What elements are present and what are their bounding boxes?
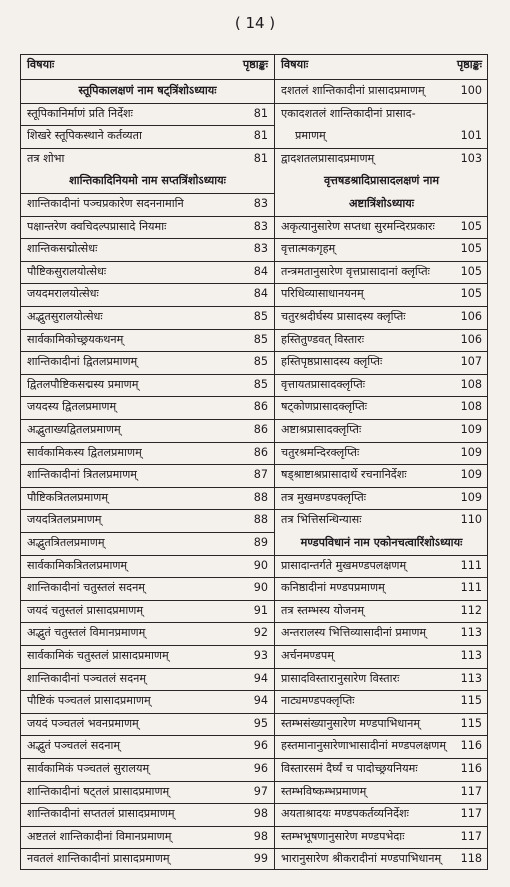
entry-title: तत्र मुखमण्डपक्लृप्तिः: [281, 490, 366, 504]
entry-title: जयदं चतुस्तलं प्रासादप्रमाणम्: [27, 603, 144, 617]
entry-page-number: 117: [460, 829, 482, 843]
entry-page-number: 115: [460, 716, 482, 730]
entry-page-number: 109: [460, 468, 482, 482]
entry-title: चतुरश्रदीर्घस्य प्रासादस्य क्लृप्तिः: [281, 310, 406, 323]
entry-page-number: 94: [253, 671, 268, 685]
entry-title: कनिष्ठादीनां मण्डपप्रमाणम्: [281, 581, 385, 595]
entry-title: षट्कोणप्रासादक्लृप्तिः: [281, 400, 368, 414]
entry-title: अद्भुतत्रितलप्रमाणम्: [27, 536, 105, 549]
row-rule: [21, 283, 274, 284]
entry-page-number: 113: [460, 671, 482, 685]
entry-page-number: 117: [460, 807, 482, 821]
entry-title: जयदस्य द्वितलप्रमाणम्: [27, 400, 117, 414]
row-rule: [21, 306, 274, 307]
entry-title: हस्तितुण्डवत् विस्तारः: [281, 332, 364, 346]
entry-page-number: 84: [253, 287, 268, 301]
toc-table: [20, 54, 488, 870]
entry-page-number: 83: [253, 219, 268, 233]
entry-page-number: 89: [253, 536, 268, 549]
row-rule: [275, 351, 488, 352]
row-rule: [21, 668, 274, 669]
row-rule: [275, 148, 488, 149]
section-rule: [21, 193, 274, 194]
entry-title: चतुरश्रमन्दिरक्लृप्तिः: [281, 445, 360, 459]
entry-page-number: 106: [460, 310, 482, 323]
entry-title: दशतलं शान्तिकादीनां प्रासादप्रमाणम्: [281, 84, 425, 97]
entry-page-number: 100: [460, 84, 482, 97]
entry-title: सार्वकामिकं चतुस्तलं प्रासादप्रमाणम्: [27, 649, 169, 662]
entry-page-number: 113: [460, 649, 482, 662]
entry-title: जयदत्रितलप्रमाणम्: [27, 513, 102, 527]
entry-page-number: 85: [253, 377, 268, 391]
row-rule: [275, 690, 488, 691]
entry-title: द्वादशतलप्रासादप्रमाणम्: [281, 151, 375, 165]
entry-title: तत्र भित्तिसन्धिन्यासः: [281, 513, 362, 527]
row-rule: [21, 532, 274, 533]
entry-title: प्रासादान्तर्गते मुखमण्डपलक्षणम्: [281, 558, 407, 572]
entry-page-number: 105: [460, 264, 482, 278]
header-subject-label: विषयाः: [27, 58, 55, 71]
chapter-heading-text: शान्तिकादिनियमो नाम सप्तत्रिंशोऽध्यायः: [69, 174, 226, 188]
entry-title: जयदमरालयोत्सेधः: [27, 287, 99, 301]
entry-page-number: 93: [253, 649, 268, 662]
entry-title: तत्र स्तम्भस्य योजनम्: [281, 603, 365, 617]
row-rule: [275, 509, 488, 510]
entry-page-number: 103: [460, 151, 482, 165]
entry-page-number: 85: [253, 355, 268, 369]
entry-page-number: 86: [253, 400, 268, 414]
entry-page-number: 105: [460, 287, 482, 301]
entry-page-number: 117: [460, 784, 482, 798]
header-subject-label: विषयाः: [281, 58, 309, 71]
entry-page-number: 108: [460, 400, 482, 414]
row-rule: [21, 803, 274, 804]
entry-title: हस्तमानानुसारेणाभासादीनां मण्डपलक्षणम्: [281, 739, 447, 753]
entry-title: शान्तिकादीनां पञ्चप्रकारेण सदननामानि: [27, 197, 184, 210]
entry-title: अद्भुतं पञ्चतलं सदनाम्: [27, 739, 121, 753]
entry-title: षड्श्राष्टाश्रप्रासादार्थे रचनानिर्देशः: [281, 468, 407, 482]
entry-title: शान्तिकसद्मोत्सेधः: [27, 242, 98, 256]
row-rule: [275, 735, 488, 736]
section-rule: [21, 103, 274, 104]
header-rule: [21, 79, 274, 80]
entry-page-number: 94: [253, 694, 268, 708]
entry-title: शान्तिकादीनां द्वितलप्रमाणम्: [27, 355, 138, 369]
row-rule: [275, 758, 488, 759]
entry-page-number: 111: [460, 581, 482, 595]
toc-left-column: [21, 55, 274, 869]
entry-title: शान्तिकादीनां चतुस्तलं सदनम्: [27, 581, 145, 595]
entry-title: पक्षान्तरेण क्वचिदल्पप्रासादे नियमाः: [27, 219, 167, 233]
row-rule: [21, 758, 274, 759]
entry-title: प्रासादविस्तारानुसारेण विस्तारः: [281, 671, 400, 685]
entry-title: अद्भुतं चतुस्तलं विमानप्रमाणम्: [27, 626, 146, 640]
entry-title: नाट्यमण्डपक्लृप्तिः: [281, 694, 355, 708]
row-rule: [275, 487, 488, 488]
entry-title: सार्वकामिकत्रितलप्रमाणम्: [27, 558, 128, 572]
row-rule: [21, 464, 274, 465]
entry-page-number: 85: [253, 332, 268, 346]
entry-page-number: 109: [460, 445, 482, 459]
entry-page-number: 99: [253, 852, 268, 866]
row-rule: [275, 329, 488, 330]
entry-title: तत्र शोभा: [27, 151, 65, 165]
entry-page-number: 87: [253, 468, 268, 482]
entry-title: अयताश्रादयः मण्डपकर्तव्यनिर्देशः: [281, 807, 409, 821]
entry-page-number: 88: [253, 513, 268, 527]
entry-title: सार्वकामिकस्य द्वितलप्रमाणम्: [27, 445, 142, 459]
entry-page-number: 81: [253, 106, 268, 120]
entry-title: स्तम्भविष्कम्भप्रमाणम्: [281, 784, 367, 798]
row-rule: [275, 668, 488, 669]
entry-page-number: 92: [253, 626, 268, 640]
entry-title: अद्भुतसुरालयोत्सेधः: [27, 310, 103, 323]
entry-page-number: 83: [253, 242, 268, 256]
row-rule: [275, 464, 488, 465]
row-rule: [275, 781, 488, 782]
row-rule: [21, 216, 274, 217]
entry-page-number: 83: [253, 197, 268, 210]
entry-page-number: 90: [253, 581, 268, 595]
entry-title: अष्टाश्रप्रासादक्लृप्तिः: [281, 423, 362, 436]
chapter-heading-text: अष्टात्रिंशोऽध्यायः: [348, 197, 415, 210]
row-rule: [21, 238, 274, 239]
row-rule: [275, 374, 488, 375]
row-rule: [275, 848, 488, 849]
entry-page-number: 113: [460, 626, 482, 640]
entry-title: द्वितलपौष्टिकसद्मस्य प्रमाणम्: [27, 377, 139, 391]
entry-title: तन्त्रमतानुसारेण वृत्तप्रासादानां क्लृप्तिः: [281, 264, 430, 278]
entry-title: प्रमाणम्: [295, 129, 326, 143]
row-rule: [21, 577, 274, 578]
entry-page-number: 96: [253, 739, 268, 753]
chapter-heading: [275, 537, 488, 549]
entry-title: शिखरे स्तूपिकस्थाने कर्तव्यता: [27, 129, 142, 143]
entry-page-number: 84: [253, 264, 268, 278]
chapter-heading-text: मण्डपविधानं नाम एकोनचत्वारिंशोऽध्यायः: [300, 536, 463, 549]
entry-page-number: 96: [253, 762, 268, 775]
entry-page-number: 85: [253, 310, 268, 323]
row-rule: [275, 577, 488, 578]
entry-title: अद्भुताख्यद्वितलप्रमाणम्: [27, 423, 121, 436]
header-page-label: पृष्ठाङ्कः: [242, 58, 268, 71]
entry-page-number: 88: [253, 490, 268, 504]
entry-page-number: 98: [253, 807, 268, 821]
row-rule: [21, 419, 274, 420]
entry-title: जयदं पञ्चतलं भवनप्रमाणम्: [27, 716, 139, 730]
entry-page-number: 86: [253, 445, 268, 459]
chapter-heading: [275, 175, 488, 187]
entry-page-number: 105: [460, 219, 482, 233]
row-rule: [21, 374, 274, 375]
entry-page-number: 106: [460, 332, 482, 346]
row-rule: [275, 803, 488, 804]
entry-page-number: 86: [253, 423, 268, 436]
entry-title: स्तम्भभूषणानुसारेण मण्डपभेदाः: [281, 829, 405, 843]
chapter-heading-text: स्तूपिकालक्षणं नाम षट्त्रिंशोऽध्यायः: [78, 84, 217, 97]
entry-title: भारानुसारेण श्रीकरादीनां मण्डपाभिधानम्: [281, 852, 442, 866]
row-rule: [275, 600, 488, 601]
row-rule: [21, 487, 274, 488]
row-rule: [21, 713, 274, 714]
page-number: ( 14 ): [234, 14, 276, 32]
entry-page-number: 109: [460, 490, 482, 504]
entry-title: पौष्टिकं पञ्चतलं प्रासादप्रमाणम्: [27, 694, 151, 708]
entry-page-number: 112: [460, 603, 482, 617]
row-rule: [275, 645, 488, 646]
entry-title: सार्वकामिकं पञ्चतलं सुरालयम्: [27, 762, 150, 775]
entry-page-number: 90: [253, 558, 268, 572]
chapter-heading-text: वृत्तषडश्रादिप्रासादलक्षणं नाम: [323, 174, 440, 188]
entry-title: नवतलं शान्तिकादीनां प्रासादप्रमाणम्: [27, 852, 170, 866]
entry-title: अष्टतलं शान्तिकादीनां विमानप्रमाणम्: [27, 829, 172, 843]
row-rule: [21, 442, 274, 443]
chapter-heading: [21, 85, 274, 97]
entry-title: अन्तरालस्य भित्तिव्यासादीनां प्रमाणम्: [281, 626, 427, 640]
header-rule: [275, 79, 488, 80]
toc-right-column: [275, 55, 488, 869]
row-rule: [21, 261, 274, 262]
row-rule: [21, 622, 274, 623]
entry-title: स्तूपिकानिर्माणं प्रति निर्देशः: [27, 106, 133, 120]
row-rule: [21, 351, 274, 352]
entry-title: वृत्तायतप्रासादक्लृप्तिः: [281, 377, 366, 391]
row-rule: [275, 713, 488, 714]
row-rule: [275, 103, 488, 104]
row-rule: [21, 690, 274, 691]
chapter-heading: [275, 198, 488, 210]
entry-title: हस्तिपृष्ठप्रासादस्य क्लृप्तिः: [281, 355, 383, 369]
entry-title: विस्तारसमं दैर्घ्यं च पादोच्छ्रयनियमः: [281, 762, 418, 775]
row-rule: [21, 735, 274, 736]
entry-page-number: 110: [460, 513, 482, 527]
entry-page-number: 105: [460, 242, 482, 256]
entry-title: अकृत्यानुसारेण सप्तधा सुरमन्दिरप्रकारः: [281, 219, 435, 233]
chapter-heading: [21, 175, 274, 187]
row-rule: [21, 781, 274, 782]
entry-title: शान्तिकादीनां सप्ततलं प्रासादप्रमाणम्: [27, 807, 175, 821]
row-rule: [21, 600, 274, 601]
section-rule: [275, 216, 488, 217]
entry-page-number: 95: [253, 716, 268, 730]
entry-page-number: 116: [460, 739, 482, 753]
entry-title: पौष्टिकसुरालयोत्सेधः: [27, 264, 107, 278]
entry-title: एकादशतलं शान्तिकादीनां प्रासाद-: [281, 106, 416, 120]
entry-page-number: 97: [253, 784, 268, 798]
row-rule: [275, 442, 488, 443]
entry-title: अर्चनमण्डपम्: [281, 649, 334, 662]
entry-title: पौष्टिकत्रितलप्रमाणम्: [27, 490, 109, 504]
entry-page-number: 109: [460, 423, 482, 436]
section-rule: [275, 555, 488, 556]
entry-title: स्तम्भसंख्यानुसारेण मण्डपाभिधानम्: [281, 716, 421, 730]
entry-page-number: 98: [253, 829, 268, 843]
row-rule: [21, 509, 274, 510]
row-rule: [275, 283, 488, 284]
entry-title: शान्तिकादीनां षट्तलं प्रासादप्रमाणम्: [27, 784, 170, 798]
entry-page-number: 111: [460, 558, 482, 572]
entry-page-number: 115: [460, 694, 482, 708]
row-rule: [21, 645, 274, 646]
row-rule: [275, 622, 488, 623]
row-rule: [275, 396, 488, 397]
entry-title: शान्तिकादीनां त्रितलप्रमाणम्: [27, 468, 137, 482]
entry-page-number: 81: [253, 151, 268, 165]
row-rule: [275, 261, 488, 262]
entry-title: सार्वकामिकोच्छ्रयकथनम्: [27, 332, 124, 346]
row-rule: [275, 306, 488, 307]
entry-title: शान्तिकादीनां पञ्चतलं सदनम्: [27, 671, 147, 685]
entry-page-number: 108: [460, 377, 482, 391]
row-rule: [21, 848, 274, 849]
entry-page-number: 107: [460, 355, 482, 369]
header-page-label: पृष्ठाङ्कः: [456, 58, 482, 71]
entry-title: वृत्तात्मकगृहम्: [281, 242, 336, 256]
row-rule: [275, 238, 488, 239]
row-rule: [21, 329, 274, 330]
entry-page-number: 118: [460, 852, 482, 866]
row-rule: [275, 419, 488, 420]
row-rule: [21, 148, 274, 149]
row-rule: [21, 396, 274, 397]
row-rule: [21, 125, 274, 126]
entry-page-number: 116: [460, 762, 482, 775]
entry-page-number: 81: [253, 129, 268, 143]
row-rule: [275, 826, 488, 827]
entry-page-number: 101: [460, 129, 482, 143]
entry-page-number: 91: [253, 603, 268, 617]
row-rule: [21, 826, 274, 827]
row-rule: [21, 555, 274, 556]
entry-title: परिधिव्यासाधानयनम्: [281, 287, 364, 301]
